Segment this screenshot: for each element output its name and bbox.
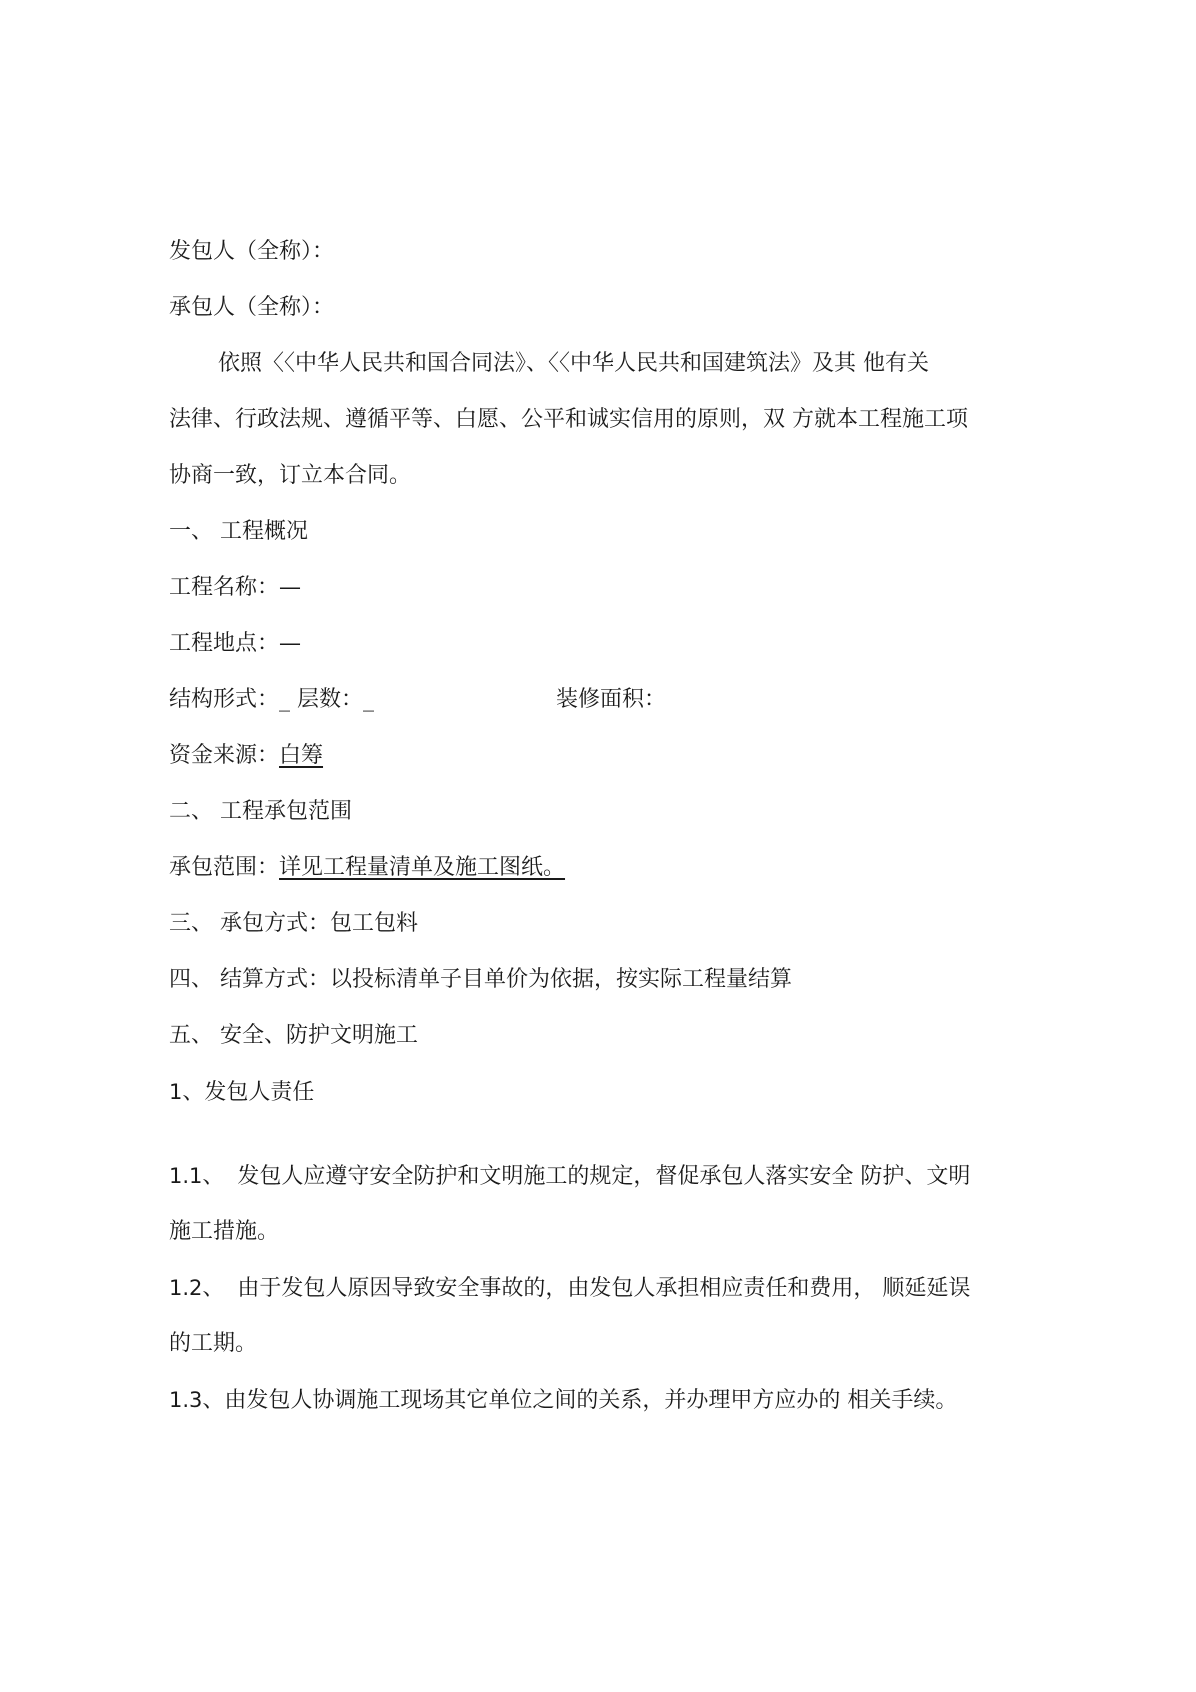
clause-1-1-line-2: 施工措施。: [169, 1219, 280, 1244]
clause-separator: 、: [202, 1276, 232, 1301]
clause-separator: 、: [202, 1164, 232, 1189]
funding-value: 白筹: [279, 743, 324, 768]
section-4-line: 四、 结算方式：以投标清单子目单价为依据，按实际工程量结算: [169, 967, 792, 992]
preamble-line-3: 协商一致，订立本合同。: [169, 463, 412, 488]
clause-number: 1.1: [169, 1164, 203, 1188]
funding-label: 资金来源：: [169, 743, 280, 768]
clause-1-2-line-2: 的工期。: [169, 1331, 258, 1356]
section-2-heading: 二、 工程承包范围: [169, 799, 352, 824]
clause-text: 发包人应遵守安全防护和文明施工的规定，督促承包人落实安全 防护、文明: [237, 1164, 971, 1189]
clause-text: 由发包人协调施工现场其它单位之间的关系，并办理甲方应办的 相关手续。: [224, 1388, 958, 1413]
section-3-line: 三、 承包方式：包工包料: [169, 911, 418, 936]
clause-1-2-line-1: [169, 1273, 970, 1304]
decoration-area-label: 装修面积：: [556, 687, 667, 712]
scope-label: 承包范围：: [169, 855, 280, 880]
clause-text: 由于发包人原因导致安全事故的，由发包人承担相应责任和费用， 顺延延误: [237, 1276, 971, 1301]
clause-1-1-line-1: [169, 1161, 970, 1192]
scope-line: [169, 853, 565, 883]
section-5-heading: 五、 安全、防护文明施工: [169, 1023, 418, 1048]
funding-line: [169, 741, 323, 771]
clause-1-3-line-1: [169, 1385, 957, 1416]
structure-line: 结构形式：_ 层数：_: [169, 687, 374, 712]
scope-value: 详见工程量清单及施工图纸。: [279, 855, 566, 880]
section-1-heading: 一、 工程概况: [169, 519, 308, 544]
subsection-number: 1: [169, 1080, 183, 1104]
preamble-line-2: 法律、行政法规、遵循平等、白愿、公平和诚实信用的原则，双 方就本工程施工项: [169, 407, 968, 432]
employer-line: 发包人（全称）：: [169, 239, 335, 264]
project-name-line: 工程名称：—: [169, 575, 302, 600]
preamble-line-1: 依照〈〈中华人民共和国合同法》、〈〈中华人民共和国建筑法》及其 他有关: [218, 351, 929, 376]
clause-number: 1.3: [169, 1388, 203, 1412]
clause-separator: 、: [202, 1388, 225, 1413]
project-location-line: 工程地点：—: [169, 631, 302, 656]
subsection-title: 、发包人责任: [182, 1080, 315, 1105]
employer-responsibility-heading: [169, 1077, 314, 1108]
clause-number: 1.2: [169, 1276, 203, 1300]
contractor-line: 承包人（全称）：: [169, 295, 335, 320]
